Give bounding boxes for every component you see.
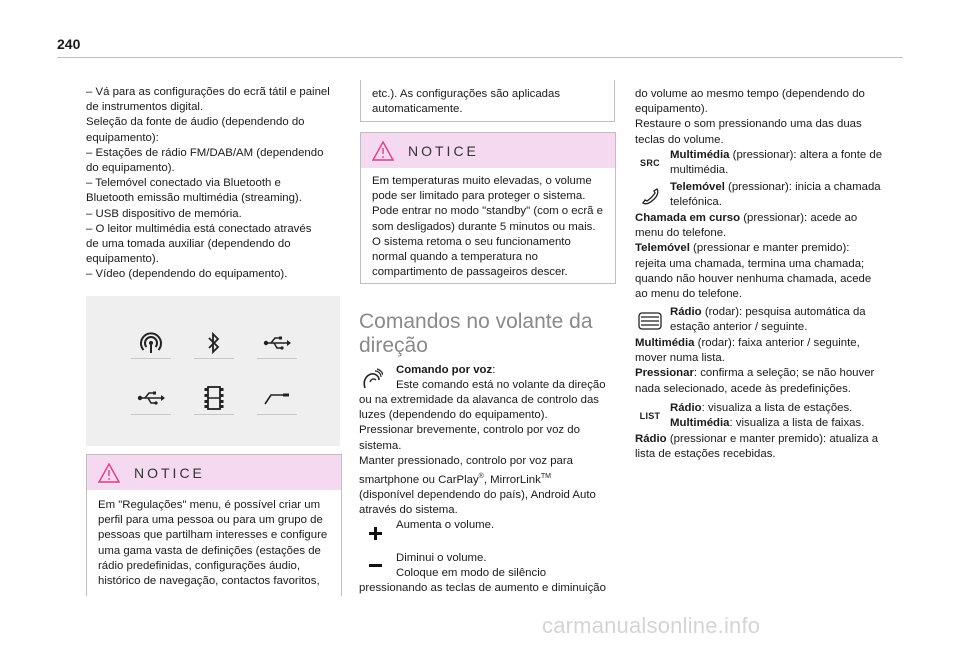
text-line: Bluetooth emissão multimédia (streaming).	[86, 192, 302, 205]
bold-term: Multimédia	[670, 417, 730, 430]
voice-command-desc	[359, 393, 621, 518]
text-line: mover numa lista.	[635, 352, 725, 365]
text-line: pressionando as teclas de aumento e diminuição	[359, 582, 606, 594]
text-line: quando não houver nenhuma chamada, acede	[635, 272, 872, 285]
text-line: pessoas que partilham interesses e configure	[98, 529, 328, 542]
text-span: (rodar): pesquisa automática da	[701, 306, 866, 318]
trademark-mark: TM	[540, 473, 551, 481]
text-span: , MirrorLink	[483, 473, 541, 486]
text-line: rejeita uma chamada, termina uma chamada;	[635, 257, 865, 270]
text-span: (pressionar): inicia a chamada	[724, 181, 881, 193]
text-line: equipamento):	[86, 131, 159, 144]
voice-command-icon	[360, 367, 384, 391]
text-line: som desligados) durante 5 minutos ou mais.	[372, 220, 596, 233]
thumbwheel-details-text	[635, 336, 897, 397]
watermark: carmanualsonline.info	[542, 613, 761, 638]
text-line: histórico de navegação, contactos favoritos,	[98, 575, 320, 588]
audio-source-icon-panel	[86, 296, 340, 446]
text-line: luzes (dependendo do equipamento).	[359, 409, 548, 422]
text-line: ou na extremidade da alavanca de controlo das	[359, 394, 599, 406]
volume-minus-text	[396, 551, 616, 581]
notice-box-temperature	[360, 132, 616, 284]
text-line: rádio predefinidas, configurações áudio,	[98, 559, 301, 572]
text-line: de instrumentos digital.	[86, 101, 204, 114]
col1-text	[86, 85, 348, 283]
text-line: compartimento de passageiros descer.	[372, 266, 568, 279]
text-span: : visualiza a lista de faixas.	[729, 417, 865, 430]
text-line: pode ser limitado para proteger o sistema.	[372, 190, 586, 203]
volume-plus-text	[396, 518, 616, 533]
text-line: nada selecionado, acede às predefinições.	[635, 382, 851, 395]
text-line: do volume ao mesmo tempo (dependendo do	[635, 88, 865, 100]
text-line: O sistema retoma o seu funcionamento	[372, 235, 571, 248]
text-line: Restaure o som pressionando uma das duas	[635, 118, 862, 131]
text-line: telefónica.	[670, 196, 722, 209]
text-line: – Vídeo (dependendo do equipamento).	[86, 268, 288, 281]
text-line: perfil para uma pessoa ou para um grupo de	[98, 514, 323, 527]
notice-box-profiles	[86, 454, 342, 596]
notice-body	[361, 168, 615, 288]
src-text	[670, 148, 898, 178]
page-number: 240	[57, 36, 81, 52]
text-span: (pressionar): acede ao	[740, 212, 858, 224]
text-span: smartphone ou CarPlay	[359, 473, 479, 486]
aux-cable-icon	[257, 378, 297, 418]
text-line: lista de estações recebidas.	[635, 448, 776, 461]
text-line: – Estações de rádio FM/DAB/AM (dependendo	[86, 146, 324, 159]
thumbwheel-text	[670, 305, 898, 335]
list-text	[670, 401, 898, 431]
bold-term: Rádio	[670, 306, 702, 318]
bold-term: Multimédia	[635, 337, 695, 349]
volume-plus-icon	[368, 526, 382, 540]
src-button-icon: SRC	[640, 158, 660, 168]
text-line: – O leitor multimédia está conectado através	[86, 222, 312, 235]
usb-icon	[257, 323, 297, 363]
text-line: Este comando está no volante da direção	[396, 379, 606, 392]
list-button-icon: LIST	[639, 411, 661, 421]
header-divider	[57, 57, 903, 58]
text-span: : visualiza a lista de estações.	[701, 402, 853, 414]
text-line: através do sistema.	[359, 504, 458, 517]
text-line: Pressionar brevemente, controlo por voz do	[359, 424, 580, 437]
text-line: Em temperaturas muito elevadas, o volume	[372, 175, 592, 187]
volume-mute-text	[359, 581, 621, 596]
text-line: ao menu do telefone.	[635, 288, 743, 301]
text-line: do equipamento).	[86, 162, 175, 175]
text-line: (disponível dependendo do país), Android Auto	[359, 489, 596, 502]
text-line: Em "Regulações" menu, é possível criar um	[98, 499, 321, 511]
text-line: estação anterior / seguinte.	[670, 321, 808, 334]
notice-label: NOTICE	[134, 464, 205, 481]
text-line: Manter pressionado, controlo por voz para	[359, 454, 574, 467]
notice-label: NOTICE	[408, 142, 479, 159]
text-span: (pressionar): altera a fonte de	[729, 149, 883, 161]
text-line: normal quando a temperatura no	[372, 251, 538, 264]
usb-icon	[131, 378, 171, 418]
voice-command-text	[396, 363, 618, 393]
notice-body	[87, 490, 341, 597]
text-line: Pode entrar no modo "standby" (com o ecrã e	[372, 205, 603, 218]
text-line: – Vá para as configurações do ecrã tátil e painel	[86, 86, 330, 98]
text-line: equipamento).	[86, 253, 159, 266]
registered-mark: ®	[478, 473, 484, 481]
text-span: (pressionar e manter premido): atualiza a	[666, 433, 879, 445]
video-icon	[194, 378, 234, 418]
notice-header	[87, 455, 341, 490]
bold-term: Rádio	[635, 433, 667, 445]
volume-minus-icon	[368, 563, 382, 569]
text-line: Aumenta o volume.	[396, 519, 495, 531]
text-line: sistema.	[359, 439, 402, 452]
text-line: multimédia.	[670, 164, 729, 177]
bold-term: Chamada em curso	[635, 212, 741, 224]
bold-term: Telemóvel	[670, 181, 725, 193]
text-line: automaticamente.	[372, 103, 463, 116]
section-heading	[359, 310, 619, 358]
bluetooth-icon	[194, 323, 234, 363]
text-line: uma gama vasta de definições (estações de	[98, 544, 321, 557]
col3-intro	[635, 87, 897, 148]
thumbwheel-icon	[637, 311, 663, 331]
warning-triangle-icon	[372, 141, 394, 161]
text-line: Diminui o volume.	[396, 552, 487, 564]
voice-command-title: Comando por voz	[396, 364, 493, 376]
heading-line: Comandos no volante da	[359, 310, 593, 333]
bold-term: Telemóvel	[635, 242, 690, 255]
text-span: (pressionar e manter premido):	[689, 242, 850, 255]
text-line: teclas do volume.	[635, 133, 724, 146]
bold-term: Multimédia	[670, 149, 730, 161]
list-details-text	[635, 432, 897, 462]
text-line: – Telemóvel conectado via Bluetooth e	[86, 177, 281, 190]
text-line: Coloque em modo de silêncio	[396, 567, 547, 580]
phone-icon	[640, 186, 660, 206]
bold-term: Pressionar	[635, 367, 694, 380]
notice-continued	[360, 80, 615, 122]
warning-triangle-icon	[98, 463, 120, 483]
text-span: :	[492, 364, 496, 376]
bold-term: Rádio	[670, 402, 702, 414]
text-span: (rodar): faixa anterior / seguinte,	[694, 337, 860, 349]
text-line: menu do telefone.	[635, 227, 727, 240]
text-span: : confirma a seleção; se não houver	[693, 367, 875, 380]
text-line: – USB dispositivo de memória.	[86, 207, 242, 220]
phone-text	[670, 180, 898, 210]
phone-details-text	[635, 211, 897, 302]
text-line	[359, 469, 621, 488]
heading-line: direção	[359, 334, 428, 357]
text-line: etc.). As configurações são aplicadas	[372, 88, 561, 100]
text-line: equipamento).	[635, 103, 708, 116]
text-line: Seleção da fonte de áudio (dependendo do	[86, 116, 305, 129]
wifi-icon	[131, 323, 171, 363]
text-line: de uma tomada auxiliar (dependendo do	[86, 238, 291, 251]
notice-header	[361, 133, 615, 168]
